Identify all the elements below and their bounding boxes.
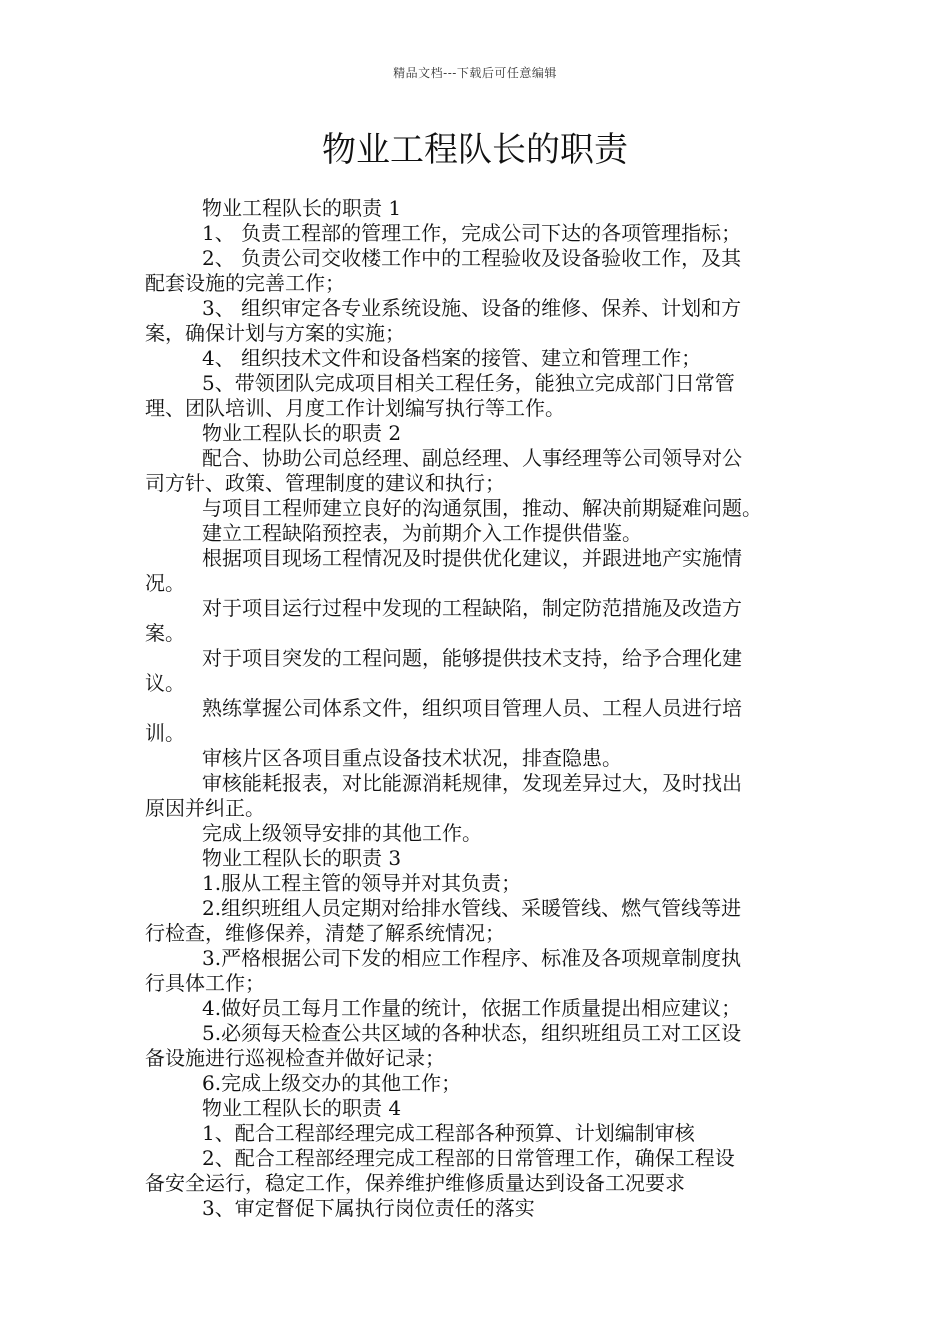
text-line: 审核能耗报表，对比能源消耗规律，发现差异过大，及时找出 [202,771,742,795]
text-line: 备安全运行，稳定工作，保养维护维修质量达到设备工况要求 [145,1171,685,1195]
text-line: 4、 组织技术文件和设备档案的接管、建立和管理工作； [202,346,702,370]
text-line: 物业工程队长的职责 1 [202,196,402,220]
text-line: 物业工程队长的职责 3 [202,846,402,870]
text-line: 完成上级领导安排的其他工作。 [202,821,482,845]
text-line: 配合、协助公司总经理、副总经理、人事经理等公司领导对公 [202,446,742,470]
text-line: 案，确保计划与方案的实施； [145,321,405,345]
text-line: 行检查，维修保养，清楚了解系统情况； [145,921,505,945]
text-line: 物业工程队长的职责 2 [202,421,402,445]
text-line: 备设施进行巡视检查并做好记录； [145,1046,445,1070]
text-line: 2、配合工程部经理完成工程部的日常管理工作，确保工程设 [202,1146,735,1170]
text-line: 2、 负责公司交收楼工作中的工程验收及设备验收工作，及其 [202,246,742,270]
text-line: 6.完成上级交办的其他工作； [202,1071,462,1095]
text-line: 训。 [145,721,185,745]
text-line: 与项目工程师建立良好的沟通氛围，推动、解决前期疑难问题。 [202,496,762,520]
text-line: 根据项目现场工程情况及时提供优化建议，并跟进地产实施情 [202,546,742,570]
text-line: 配套设施的完善工作； [145,271,345,295]
text-line: 况。 [145,571,185,595]
text-line: 1、 负责工程部的管理工作，完成公司下达的各项管理指标； [202,221,742,245]
document-body [145,196,810,1221]
text-line: 司方针、政策、管理制度的建议和执行； [145,471,505,495]
text-line: 议。 [145,671,185,695]
text-line: 5、带领团队完成项目相关工程任务，能独立完成部门日常管 [202,371,735,395]
text-line: 2.组织班组人员定期对给排水管线、采暖管线、燃气管线等进 [202,896,742,920]
text-line: 熟练掌握公司体系文件，组织项目管理人员、工程人员进行培 [202,696,742,720]
document-title: 物业工程队长的职责 [322,130,628,170]
text-line: 1.服从工程主管的领导并对其负责； [202,871,522,895]
text-line: 4.做好员工每月工作量的统计，依据工作质量提出相应建议； [202,996,742,1020]
text-line: 案。 [145,621,185,645]
text-line: 审核片区各项目重点设备技术状况，排查隐患。 [202,746,622,770]
text-line: 1、配合工程部经理完成工程部各种预算、计划编制审核 [202,1121,695,1145]
text-line: 3、审定督促下属执行岗位责任的落实 [202,1196,535,1220]
text-line: 对于项目突发的工程问题，能够提供技术支持，给予合理化建 [202,646,742,670]
text-line: 原因并纠正。 [145,796,265,820]
text-line: 物业工程队长的职责 4 [202,1096,402,1120]
header-note: 精品文档---下载后可任意编辑 [393,66,557,80]
text-line: 建立工程缺陷预控表，为前期介入工作提供借鉴。 [202,521,642,545]
text-line: 理、团队培训、月度工作计划编写执行等工作。 [145,396,565,420]
text-line: 5.必须每天检查公共区域的各种状态，组织班组员工对工区设 [202,1021,742,1045]
text-line: 行具体工作； [145,971,265,995]
text-line: 3、 组织审定各专业系统设施、设备的维修、保养、计划和方 [202,296,742,320]
text-line: 对于项目运行过程中发现的工程缺陷，制定防范措施及改造方 [202,596,742,620]
text-line: 3.严格根据公司下发的相应工作程序、标准及各项规章制度执 [202,946,742,970]
